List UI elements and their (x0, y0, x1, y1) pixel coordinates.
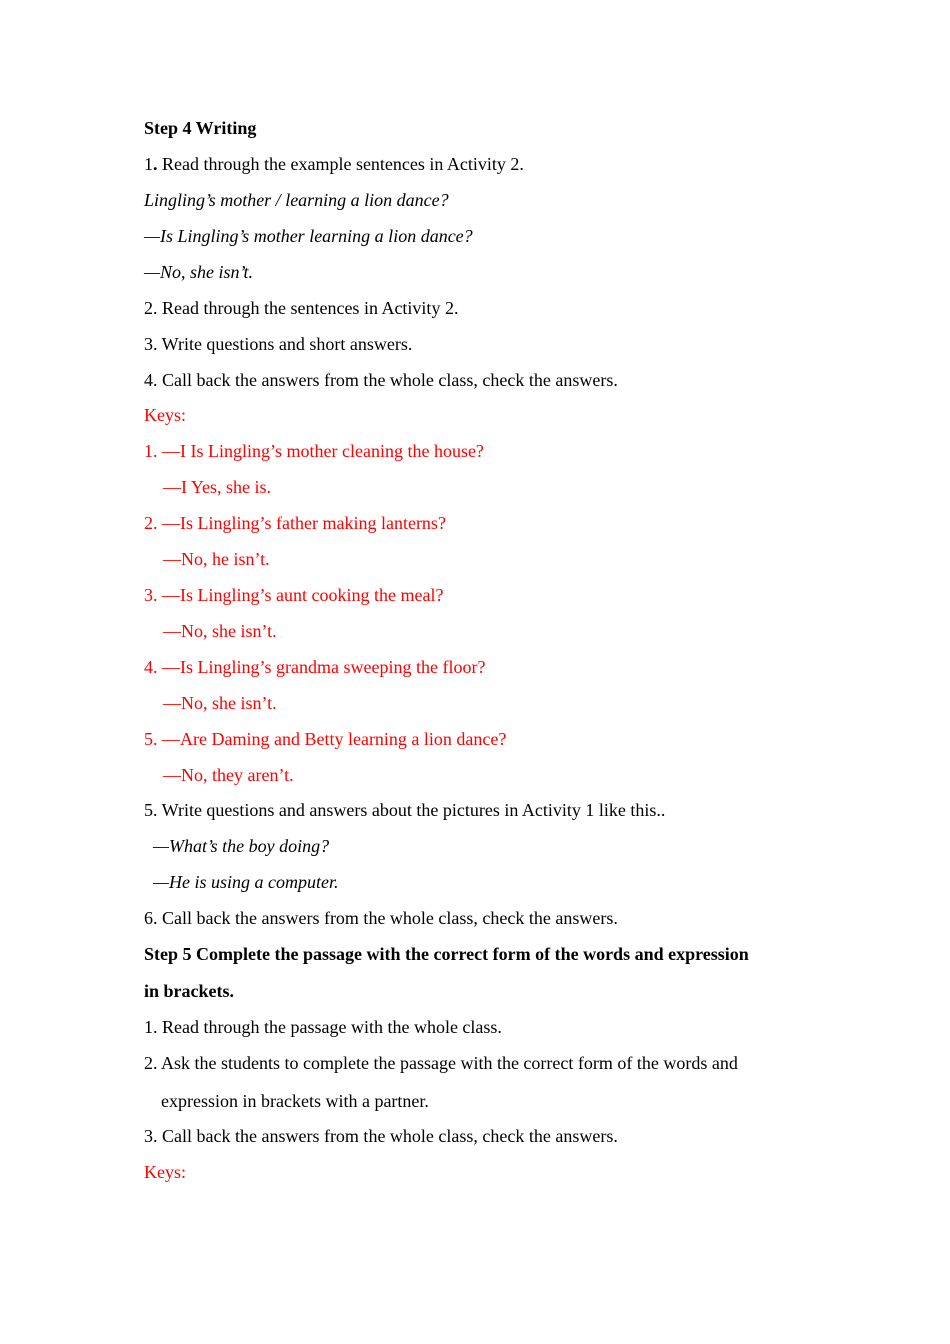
step5-item-3: 3. Call back the answers from the whole class, check the answers. (144, 1126, 618, 1146)
example-question: —Is Lingling’s mother learning a lion dance? (144, 226, 473, 246)
step4-keys-label: Keys: (144, 405, 186, 425)
item5-example-answer: —He is using a computer. (153, 872, 339, 892)
step4-heading: Step 4 Writing (144, 118, 257, 138)
key-answer: —No, she isn’t. (163, 693, 277, 713)
example-prompt: Lingling’s mother / learning a lion dance? (144, 190, 449, 210)
key-question: 4. —Is Lingling’s grandma sweeping the floor? (144, 657, 486, 677)
step4-item-6: 6. Call back the answers from the whole class, check the answers. (144, 908, 618, 928)
key-question: 5. —Are Daming and Betty learning a lion dance? (144, 729, 507, 749)
key-answer: —I Yes, she is. (163, 477, 272, 497)
item-number: 1 (144, 154, 153, 174)
step4-item-3: 3. Write questions and short answers. (144, 334, 413, 354)
item5-example-question: —What’s the boy doing? (153, 836, 330, 856)
step5-item-2-line1: 2. Ask the students to complete the passage with the correct form of the words and (144, 1053, 738, 1073)
item-number-dot: . (153, 154, 158, 174)
step5-item-2-line2: expression in brackets with a partner. (161, 1091, 429, 1111)
item-text: Read through the example sentences in Activity 2. (157, 154, 524, 174)
key-answer: —No, she isn’t. (163, 621, 277, 641)
key-question: 1. —I Is Lingling’s mother cleaning the house? (144, 441, 484, 461)
step5-heading-line1: Step 5 Complete the passage with the correct form of the words and expression (144, 944, 749, 964)
step4-item-4: 4. Call back the answers from the whole class, check the answers. (144, 370, 618, 390)
step4-item-2: 2. Read through the sentences in Activity 2. (144, 298, 459, 318)
step5-keys-label: Keys: (144, 1162, 186, 1182)
key-question: 2. —Is Lingling’s father making lanterns? (144, 513, 446, 533)
step4-item-1 (144, 153, 524, 175)
key-answer: —No, he isn’t. (163, 549, 270, 569)
example-answer: —No, she isn’t. (144, 262, 254, 282)
step5-heading-line2: in brackets. (144, 981, 234, 1001)
step5-item-1: 1. Read through the passage with the whole class. (144, 1017, 502, 1037)
key-question: 3. —Is Lingling’s aunt cooking the meal? (144, 585, 444, 605)
step4-item-5: 5. Write questions and answers about the pictures in Activity 1 like this.. (144, 800, 666, 820)
key-answer: —No, they aren’t. (163, 765, 294, 785)
